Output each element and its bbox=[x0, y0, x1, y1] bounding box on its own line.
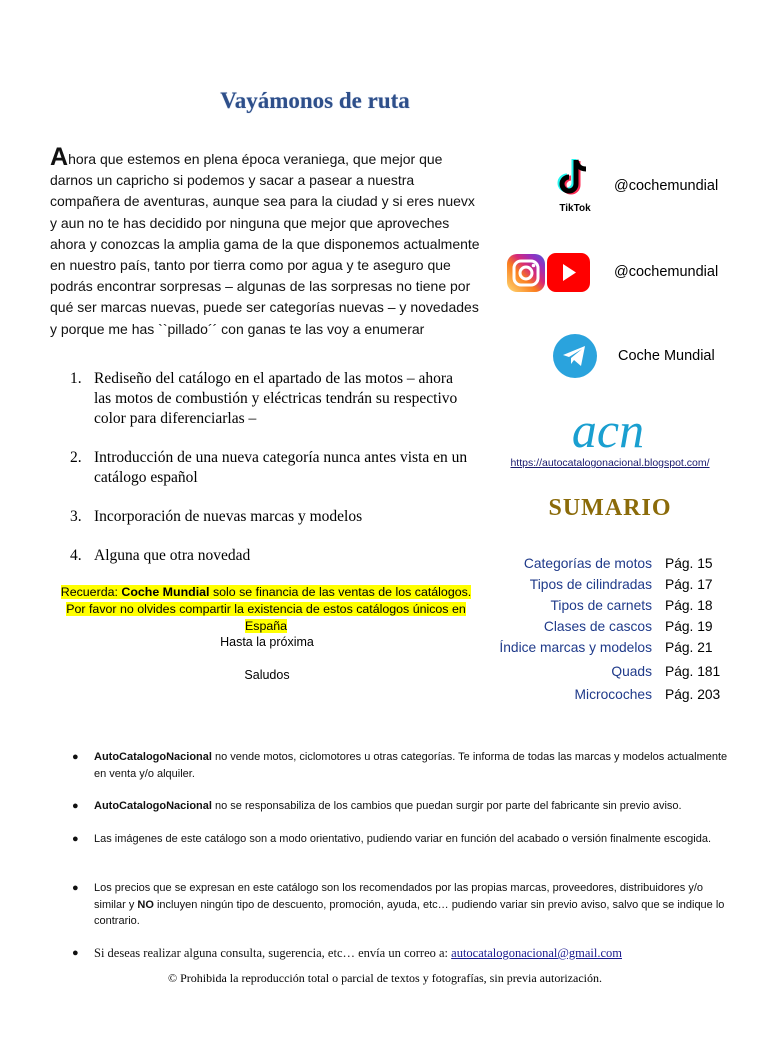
list-item bbox=[70, 880, 730, 930]
list-number: 4. bbox=[70, 547, 82, 564]
list-number: 3. bbox=[70, 508, 82, 525]
blog-link[interactable]: https://autocatalogonacional.blogspot.com/ bbox=[510, 457, 710, 469]
list-text: Introducción de una nueva categoría nunca antes vista en un catálogo español bbox=[94, 449, 468, 486]
list-item bbox=[70, 448, 470, 488]
disclaimer-text: Las imágenes de este catálogo son a modo orientativo, pudiendo variar en función del acabado o versión finalmente escogida. bbox=[94, 833, 712, 845]
toc-item-page: Pág. 18 bbox=[665, 598, 713, 613]
email-link[interactable]: autocatalogonacional@gmail.com bbox=[451, 946, 622, 960]
list-text: Rediseño del catálogo en el apartado de las motos – ahora las motos de combustión y eléctricas tendrán su respectivo color para diferenciarlas – bbox=[94, 370, 458, 427]
closing-greeting: Saludos bbox=[244, 668, 290, 682]
toc-item-page: Pág. 21 bbox=[665, 640, 713, 655]
drop-cap: A bbox=[50, 143, 69, 171]
tiktok-label: TikTok bbox=[559, 203, 591, 214]
intro-paragraph bbox=[50, 143, 482, 340]
list-item bbox=[70, 749, 730, 782]
bullet-icon: ● bbox=[72, 947, 79, 959]
emphasis: NO bbox=[137, 898, 154, 911]
tiktok-icon bbox=[552, 156, 598, 200]
brand-name: AutoCatalogoNacional bbox=[94, 751, 212, 763]
toc-item-label[interactable]: Tipos de cilindradas bbox=[529, 577, 652, 592]
intro-text: hora que estemos en plena época veraniega, que mejor que darnos un capricho si podemos y sacar a pasear a nuestra compañera de aventuras, aunque sea para la ciudad y si eres nuevx y aun no te has decidido por ninguna que mejor que aproveches ahora y conozcas la amplia gama de la que disponemos actualmente en nuestro país, tanto por tierra como por agua y te aseguro que podrás encontrar sorpresas – algunas de las sorpresas no tiene por qué ser marcas nuevas, puede ser categorías nuevas – y novedades y porque me has ``pillado´´ con ganas te las voy a enumerar bbox=[50, 151, 480, 337]
toc-item-label[interactable]: Clases de cascos bbox=[543, 619, 652, 634]
list-item bbox=[70, 831, 730, 848]
toc-item-label[interactable]: Tipos de carnets bbox=[550, 598, 652, 613]
list-item bbox=[70, 369, 470, 429]
reminder-brand: Coche Mundial bbox=[121, 585, 210, 599]
insta-youtube-handle[interactable]: @cochemundial bbox=[614, 264, 719, 280]
reminder-note bbox=[50, 584, 482, 635]
closing-line: Hasta la próxima bbox=[220, 635, 314, 649]
toc-item-label[interactable]: Quads bbox=[611, 664, 652, 679]
bullet-icon: ● bbox=[72, 800, 79, 812]
brand-name: AutoCatalogoNacional bbox=[94, 800, 212, 812]
youtube-icon bbox=[546, 252, 591, 293]
toc-item-label[interactable]: Microcoches bbox=[574, 687, 652, 702]
telegram-name[interactable]: Coche Mundial bbox=[618, 348, 715, 364]
toc-item-page: Pág. 17 bbox=[665, 577, 713, 592]
copyright-notice: © Prohibida la reproducción total o parcial de textos y fotografías, sin previa autorización. bbox=[168, 971, 602, 985]
list-item bbox=[70, 546, 470, 566]
disclaimer-text: Si deseas realizar alguna consulta, sugerencia, etc… envía un correo a: bbox=[94, 946, 452, 960]
list-number: 1. bbox=[70, 370, 82, 387]
toc-item-label[interactable]: Categorías de motos bbox=[523, 556, 652, 571]
page-title: Vayámonos de ruta bbox=[220, 88, 410, 113]
toc-item-label[interactable]: Índice marcas y modelos bbox=[499, 640, 652, 655]
list-item bbox=[70, 507, 470, 527]
youtube-logo[interactable] bbox=[546, 252, 591, 293]
disclaimer-text: Los precios que se expresan en este catálogo son los recomendados por las propias marcas, proveedores, distribuidores y/o similar y bbox=[94, 882, 704, 911]
toc-item-page: Pág. 203 bbox=[665, 687, 721, 702]
tiktok-logo[interactable] bbox=[552, 156, 598, 216]
acn-logo: acn bbox=[571, 402, 645, 458]
reminder-prefix: Recuerda: bbox=[60, 585, 122, 599]
toc-item-page: Pág. 181 bbox=[665, 664, 721, 679]
list-text: Incorporación de nuevas marcas y modelos bbox=[94, 508, 363, 525]
disclaimer-text: no vende motos, ciclomotores u otras categorías. Te informa de todas las marcas y modelos actualmente en venta y/o alquiler. bbox=[94, 751, 728, 780]
reminder-text: solo se financia de las ventas de los catálogos. Por favor no olvides compartir la existencia de estos catálogos únicos en España bbox=[66, 585, 472, 633]
tiktok-handle[interactable]: @cochemundial bbox=[614, 178, 719, 194]
list-item bbox=[70, 798, 730, 815]
toc-item-page: Pág. 15 bbox=[665, 556, 713, 571]
bullet-icon: ● bbox=[72, 751, 79, 763]
instagram-icon bbox=[506, 253, 546, 293]
toc-item-page: Pág. 19 bbox=[665, 619, 713, 634]
instagram-logo[interactable] bbox=[506, 253, 546, 293]
list-item bbox=[70, 945, 730, 962]
novelties-list bbox=[70, 369, 470, 585]
telegram-icon bbox=[552, 333, 598, 379]
bullet-icon: ● bbox=[72, 882, 79, 894]
list-text: Alguna que otra novedad bbox=[94, 547, 251, 564]
list-number: 2. bbox=[70, 449, 82, 466]
telegram-logo[interactable] bbox=[552, 333, 598, 379]
disclaimer-text: no se responsabiliza de los cambios que puedan surgir por parte del fabricante sin previo aviso. bbox=[211, 800, 682, 812]
disclaimer-text: incluyen ningún tipo de descuento, promoción, ayuda, etc… pudiendo variar sin previo aviso, salvo que se indique lo contrario. bbox=[94, 898, 725, 927]
sumario-heading: SUMARIO bbox=[548, 495, 672, 521]
bullet-icon: ● bbox=[72, 833, 79, 845]
